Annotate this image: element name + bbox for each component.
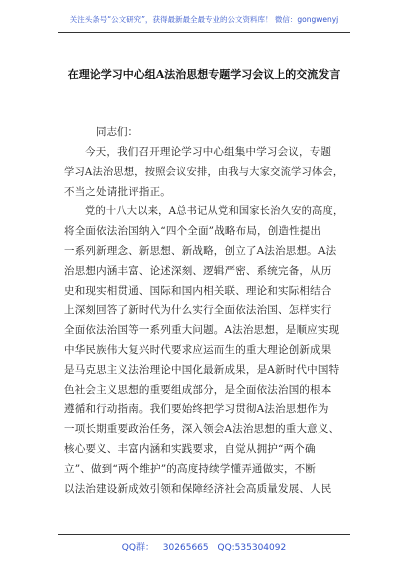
body-line: 治思想内涵丰富、论述深刻、逻辑严密、系统完备，从历 (64, 264, 332, 277)
header-divider (58, 32, 350, 33)
body-line: 史和现实相贯通、国际和国内相关联、理论和实际相结合 (64, 284, 332, 297)
body-line: 色社会主义思想的重要组成部分，是全面依法治国的根本 (64, 383, 332, 396)
body-line: 将全面依法治国纳入“四个全面”战略布局，创造性提出 (64, 225, 322, 238)
body-line: 今天，我们召开理论学习中心组集中学习会议，专题 (85, 146, 332, 158)
body-line: 中华民族伟大复兴时代要求应运而生的重大理论创新成果 (64, 343, 332, 356)
body-line: 不当之处请批评指正。 (64, 185, 171, 198)
document-body (64, 143, 346, 499)
body-line: 遵循和行动指南。我们要始终把学习贯彻A法治思想作为 (64, 403, 329, 416)
body-line: 一系列新理念、新思想、新战略，创立了A法治思想。A法 (64, 244, 337, 257)
body-line: 学习A法治思想，按照会议安排，由我与大家交流学习体会， (64, 165, 344, 178)
body-line: 以法治建设新成效引领和保障经济社会高质量发展、人民 (64, 482, 332, 495)
body-line: 全面依法治国等一系列重大问题。A法治思想，是顺应实现 (64, 324, 340, 337)
greeting: 同志们： (96, 126, 138, 138)
footer-divider (58, 534, 350, 535)
document-title: 在理论学习中心组A法治思想专题学习会议上的交流发言 (67, 68, 341, 81)
body-line: 党的十八大以来，A总书记从党和国家长治久安的高度， (85, 205, 344, 218)
page-footer-contact: QQ群： 30265665 QQ:535304092 (121, 543, 287, 553)
body-line: 是马克思主义法治理论中国化最新成果，是A新时代中国特 (64, 363, 340, 376)
body-line: 核心要义、丰富内涵和实践要求，自觉从拥护“两个确 (64, 442, 316, 455)
body-line: 一项长期重要政治任务，深入领会A法治思想的重大意义、 (64, 423, 340, 436)
page-header-banner: 关注头条号“公文研究”，获得最新最全最专业的公文资料库！ 微信：gongwenyj (69, 15, 339, 24)
body-line: 上深刻回答了新时代为什么实行全面依法治国、怎样实行 (64, 304, 332, 317)
body-line: 立”、做到“两个维护”的高度持续学懂弄通做实，不断 (64, 462, 317, 475)
